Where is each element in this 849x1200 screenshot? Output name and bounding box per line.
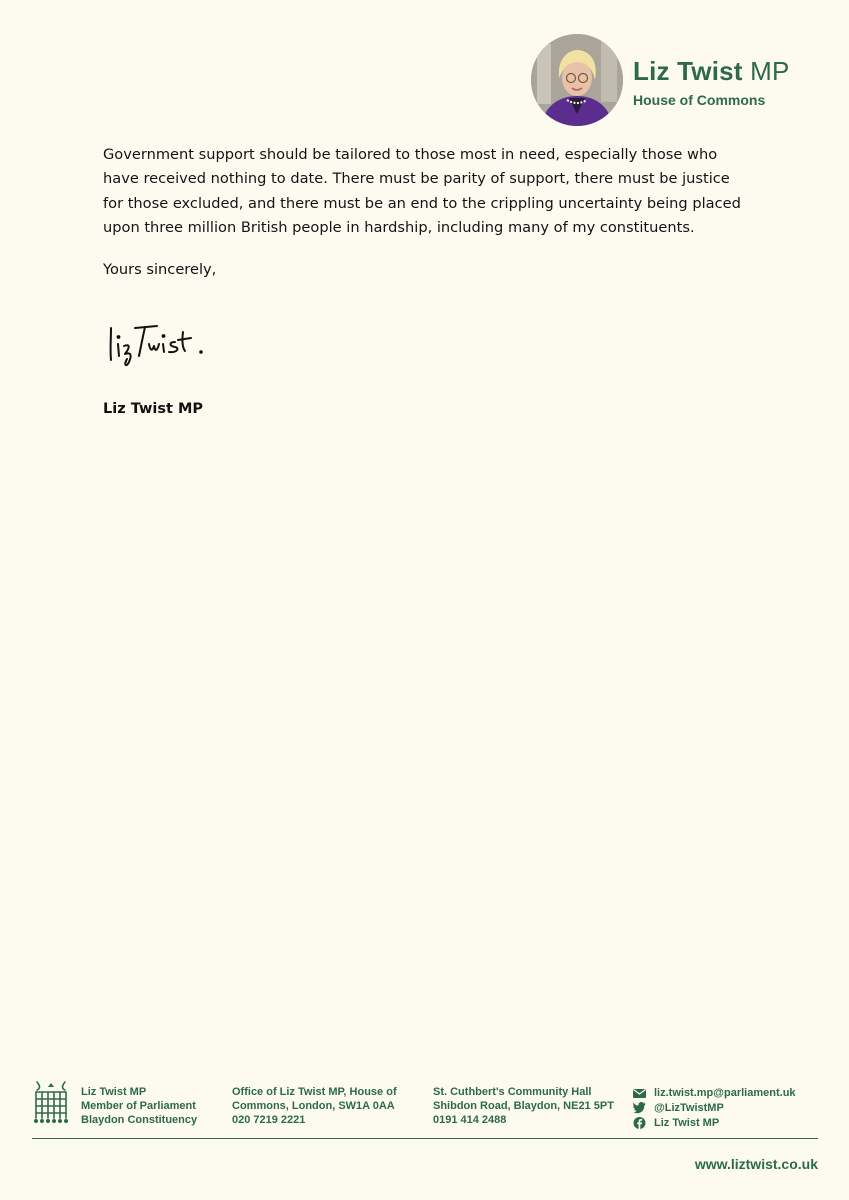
footer-divider (32, 1138, 818, 1139)
brand-name: Liz Twist MP (633, 56, 790, 86)
footer-phone: 020 7219 2221 (232, 1114, 306, 1126)
letter-body (103, 143, 743, 241)
footer-identity (81, 1085, 197, 1127)
contact-facebook-text: Liz Twist MP (654, 1116, 720, 1129)
footer-london-office (232, 1085, 397, 1127)
footer-address-line: St. Cuthbert's Community Hall (433, 1086, 592, 1098)
footer-constituency-office (433, 1085, 614, 1127)
letterhead (531, 34, 831, 126)
twitter-icon (633, 1102, 646, 1114)
portcullis-icon (32, 1080, 70, 1124)
footer-address-line: Office of Liz Twist MP, House of (232, 1086, 397, 1098)
avatar (531, 34, 623, 126)
contact-twitter[interactable] (633, 1100, 796, 1115)
letter-closing: Yours sincerely, (103, 261, 217, 278)
footer-phone: 0191 414 2488 (433, 1114, 507, 1126)
contact-twitter-text: @LizTwistMP (654, 1101, 724, 1114)
footer-identity-line: Liz Twist MP (81, 1086, 147, 1098)
brand-subtitle: House of Commons (633, 92, 766, 108)
signed-name: Liz Twist MP (103, 401, 204, 417)
footer-identity-line: Blaydon Constituency (81, 1114, 198, 1126)
contact-email-text: liz.twist.mp@parliament.uk (654, 1086, 796, 1099)
facebook-icon (633, 1117, 646, 1129)
signature (105, 314, 215, 370)
contact-facebook[interactable] (633, 1115, 796, 1130)
footer-identity-line: Member of Parliament (81, 1100, 196, 1112)
footer-address-line: Commons, London, SW1A 0AA (232, 1100, 395, 1112)
letter-paragraph: Government support should be tailored to those most in need, especially those who have received nothing to date. There must be parity of support, there must be justice for those excluded, and there must be an end to the crippling uncertainty being placed upon three million British people in hardship, including many of my constituents. (103, 146, 741, 237)
website-link[interactable]: www.liztwist.co.uk (694, 1156, 818, 1172)
footer-contacts (633, 1085, 796, 1130)
envelope-icon (633, 1087, 646, 1099)
contact-email[interactable] (633, 1085, 796, 1100)
footer-address-line: Shibdon Road, Blaydon, NE21 5PT (433, 1100, 614, 1112)
